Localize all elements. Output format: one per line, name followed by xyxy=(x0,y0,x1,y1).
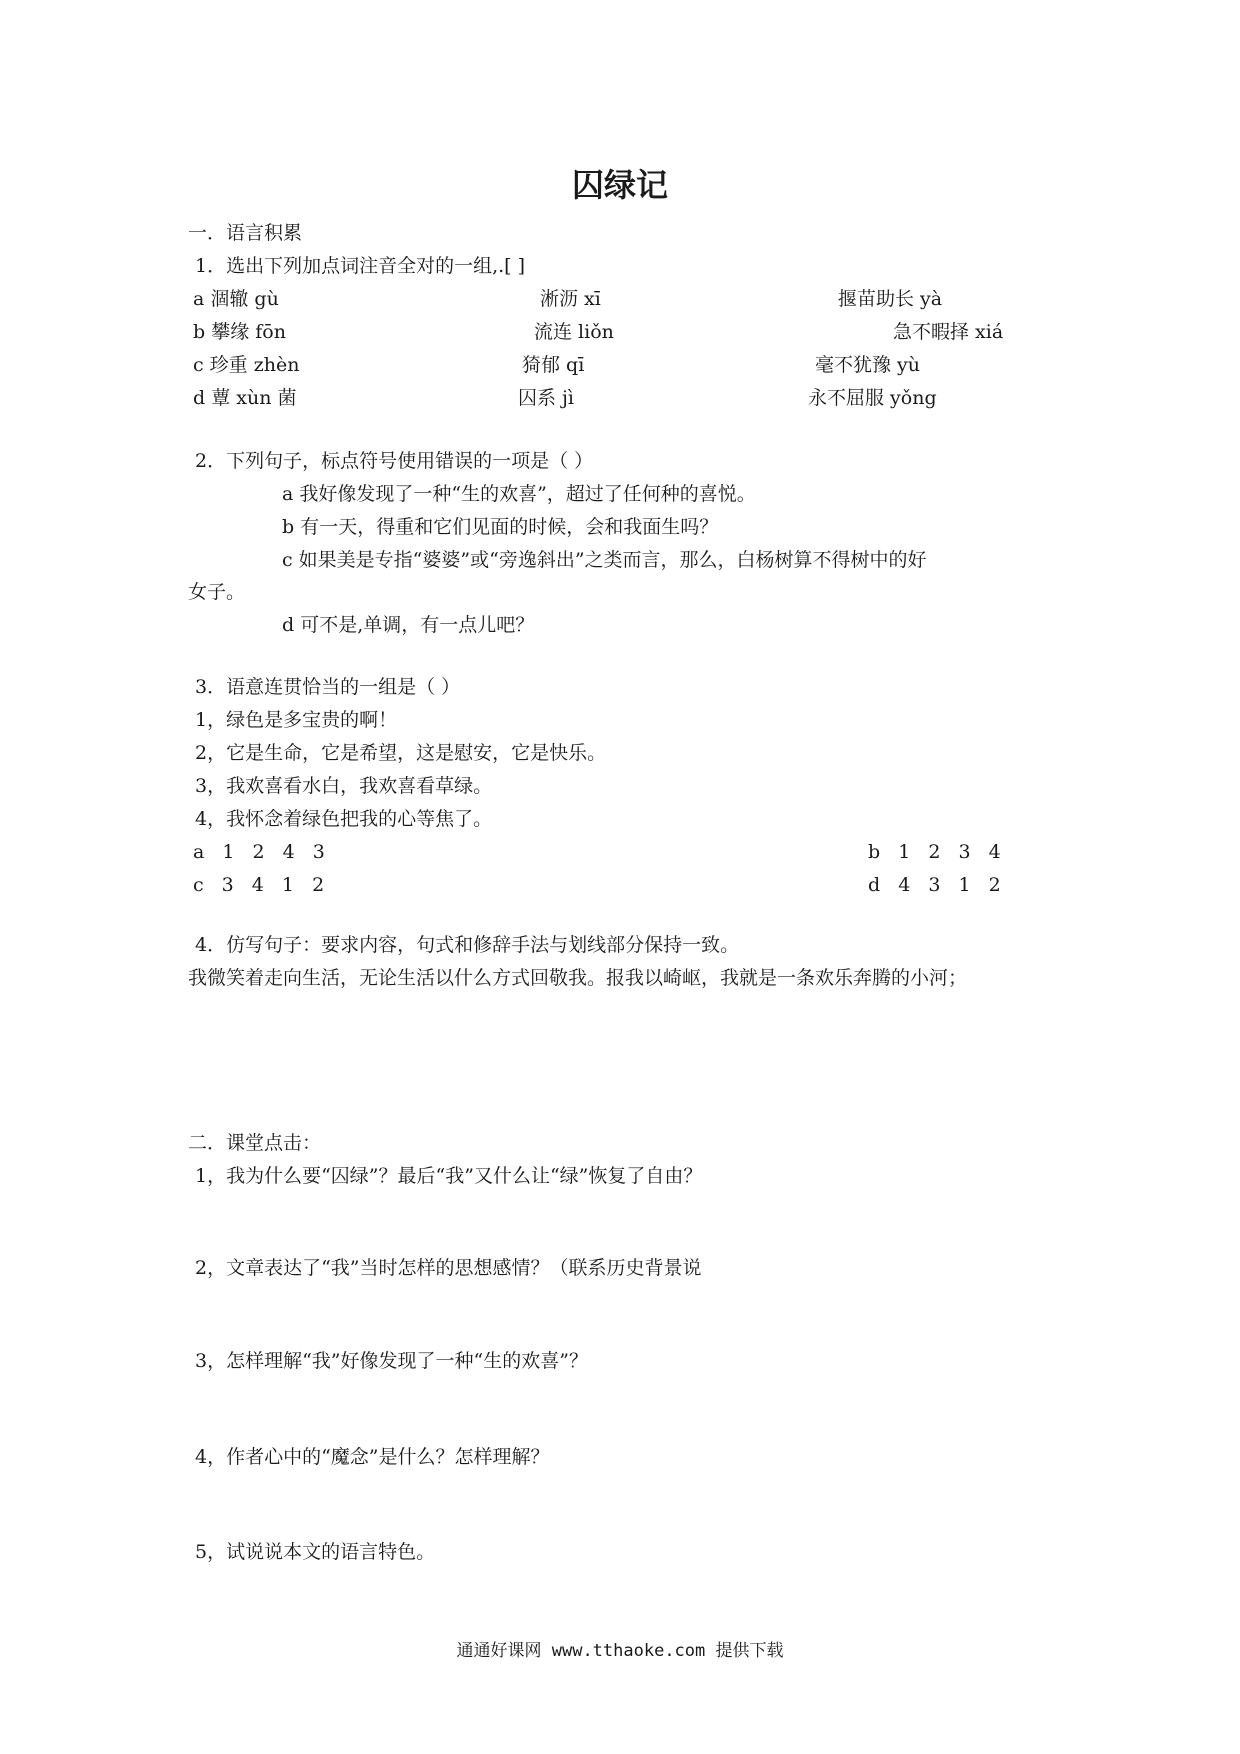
q3-option-d: d 4 3 1 2 xyxy=(868,874,1007,896)
q3-line-4: 4，我怀念着绿色把我的心等焦了。 xyxy=(195,808,493,830)
q1-option-b-col1: b 攀缘 fōn xyxy=(193,321,286,343)
q1-option-a-col1: a 涸辙 gù xyxy=(193,288,279,310)
s2-question-1: 1，我为什么要“囚绿”？最后“我”又什么让“绿”恢复了自由？ xyxy=(195,1165,703,1187)
page-title: 囚绿记 xyxy=(571,166,668,204)
q2-option-b: b 有一天，得重和它们见面的时候，会和我面生吗？ xyxy=(282,516,719,538)
q1-option-d-col2: 囚系 jì xyxy=(518,387,575,409)
section-heading-1: 一．语言积累 xyxy=(188,222,303,244)
s2-question-4: 4，作者心中的“魔念”是什么？怎样理解？ xyxy=(195,1446,550,1468)
q1-option-c-col1: c 珍重 zhèn xyxy=(193,354,300,376)
q1-option-d-col1: d 蕈 xùn 菌 xyxy=(193,387,297,409)
q3-option-b: b 1 2 3 4 xyxy=(868,841,1007,863)
q1-option-d-col3: 永不屈服 yǒng xyxy=(808,387,937,409)
q2-option-a: a 我好像发现了一种“生的欢喜”，超过了任何种的喜悦。 xyxy=(282,483,756,505)
s2-question-3: 3，怎样理解“我”好像发现了一种“生的欢喜”？ xyxy=(195,1350,588,1372)
q1-option-b-col3: 急不暇择 xiá xyxy=(893,321,1004,343)
footer-credit: 通通好课网 www.tthaoke.com 提供下载 xyxy=(456,1641,784,1661)
q2-stem: 2．下列句子，标点符号使用错误的一项是（ ） xyxy=(195,450,594,472)
q3-line-3: 3，我欢喜看水白，我欢喜看草绿。 xyxy=(195,775,493,797)
q3-option-a: a 1 2 4 3 xyxy=(193,841,331,863)
s2-question-5: 5，试说说本文的语言特色。 xyxy=(195,1541,436,1563)
q3-option-c: c 3 4 1 2 xyxy=(193,874,331,896)
q4-text: 我微笑着走向生活，无论生活以什么方式回敬我。报我以崎岖，我就是一条欢乐奔腾的小河； xyxy=(188,967,968,989)
s2-question-2: 2，文章表达了“我”当时怎样的思想感情？（联系历史背景说 xyxy=(195,1257,702,1279)
q3-stem: 3．语意连贯恰当的一组是（ ） xyxy=(195,676,461,698)
q1-option-a-col3: 揠苗助长 yà xyxy=(838,288,943,310)
q3-line-2: 2，它是生命，它是希望，这是慰安，它是快乐。 xyxy=(195,742,607,764)
q2-option-c: c 如果美是专指“婆婆”或“旁逸斜出”之类而言，那么，白杨树算不得树中的好 xyxy=(282,549,927,571)
q1-option-c-col2: 猗郁 qī xyxy=(522,354,585,376)
q3-line-1: 1，绿色是多宝贵的啊！ xyxy=(195,709,398,731)
q1-option-c-col3: 毫不犹豫 yù xyxy=(815,354,921,376)
q1-option-b-col2: 流连 liǒn xyxy=(534,321,614,343)
q2-option-d: d 可不是,单调，有一点儿吧？ xyxy=(282,614,535,636)
section-heading-2: 二．课堂点击： xyxy=(188,1132,322,1154)
q2-option-c-cont: 女子。 xyxy=(188,581,246,603)
q1-option-a-col2: 淅沥 xī xyxy=(540,288,601,310)
q4-stem: 4．仿写句子：要求内容，句式和修辞手法与划线部分保持一致。 xyxy=(195,934,740,956)
q1-stem: 1．选出下列加点词注音全对的一组,.[ ] xyxy=(195,255,526,277)
